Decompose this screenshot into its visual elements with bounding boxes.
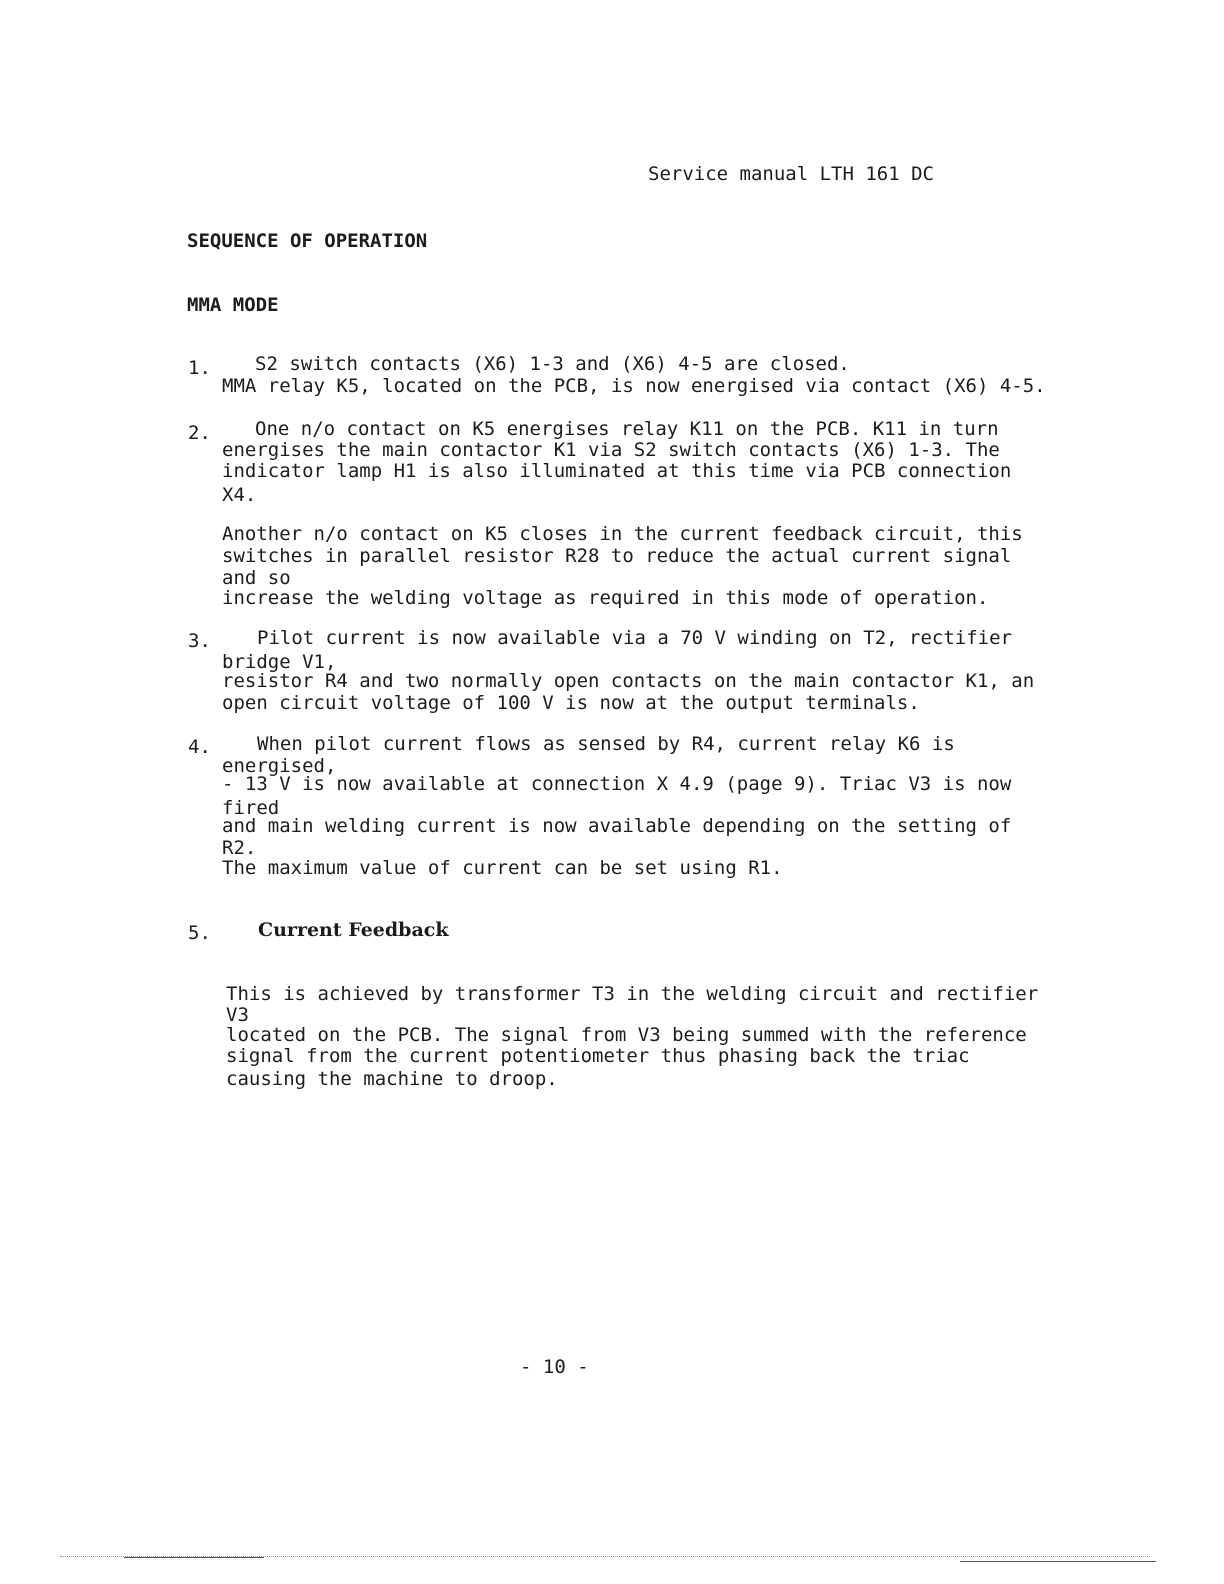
item-line: The maximum value of current can be set using R1. [222, 857, 783, 879]
item-number: 5. [188, 922, 211, 944]
item-line: energises the main contactor K1 via S2 switch contacts (X6) 1-3. The [222, 439, 1000, 461]
item-line: Another n/o contact on K5 closes in the current feedback circuit, this [222, 523, 1023, 545]
item-line: and so [222, 567, 291, 589]
page-number: - 10 - [520, 1356, 589, 1378]
item-line: One n/o contact on K5 energises relay K11 on the PCB. K11 in turn [255, 418, 999, 440]
item-line: causing the machine to droop. [226, 1068, 558, 1090]
item-line: R2. [222, 837, 257, 859]
item-number: 1. [188, 357, 211, 379]
item-line: When pilot current flows as sensed by R4, current relay K6 is [257, 733, 955, 755]
item-number: 2. [188, 422, 211, 444]
section-title: SEQUENCE OF OPERATION [187, 230, 428, 252]
scan-edge-mark [124, 1557, 264, 1558]
item-line: Pilot current is now available via a 70 V winding on T2, rectifier [257, 627, 1012, 649]
item-line: MMA relay K5, located on the PCB, is now energised via contact (X6) 4-5. [222, 375, 1046, 397]
item-line: resistor R4 and two normally open contacts on the main contactor K1, an [222, 670, 1035, 692]
item-line: open circuit voltage of 100 V is now at the output terminals. [222, 692, 920, 714]
item-line: and main welding current is now available depending on the setting of [222, 815, 1012, 837]
item-line: switches in parallel resistor R28 to reduce the actual current signal [222, 545, 1012, 567]
item-line: S2 switch contacts (X6) 1-3 and (X6) 4-5 are closed. [255, 353, 850, 375]
item-line: X4. [222, 484, 257, 506]
item-number: 3. [188, 630, 211, 652]
scan-edge-mark [960, 1561, 1156, 1562]
item-line: fired [222, 797, 280, 819]
item-number: 4. [188, 736, 211, 758]
item-line: - 13 V is now available at connection X 4.9 (page 9). Triac V3 is now [222, 773, 1012, 795]
item-subtitle: Current Feedback [258, 919, 449, 941]
item-line: V3 [226, 1004, 249, 1026]
item-line: bridge V1, [222, 651, 337, 673]
item-line: indicator lamp H1 is also illuminated at this time via PCB connection [222, 460, 1012, 482]
item-line: increase the welding voltage as required in this mode of operation. [222, 587, 989, 609]
item-line: energised, [222, 755, 337, 777]
item-line: located on the PCB. The signal from V3 being summed with the reference [226, 1024, 1027, 1046]
item-line: signal from the current potentiometer thus phasing back the triac [226, 1045, 970, 1067]
mode-title: MMA MODE [187, 294, 279, 316]
item-line: This is achieved by transformer T3 in the welding circuit and rectifier [226, 983, 1039, 1005]
document-header: Service manual LTH 161 DC [648, 163, 934, 185]
